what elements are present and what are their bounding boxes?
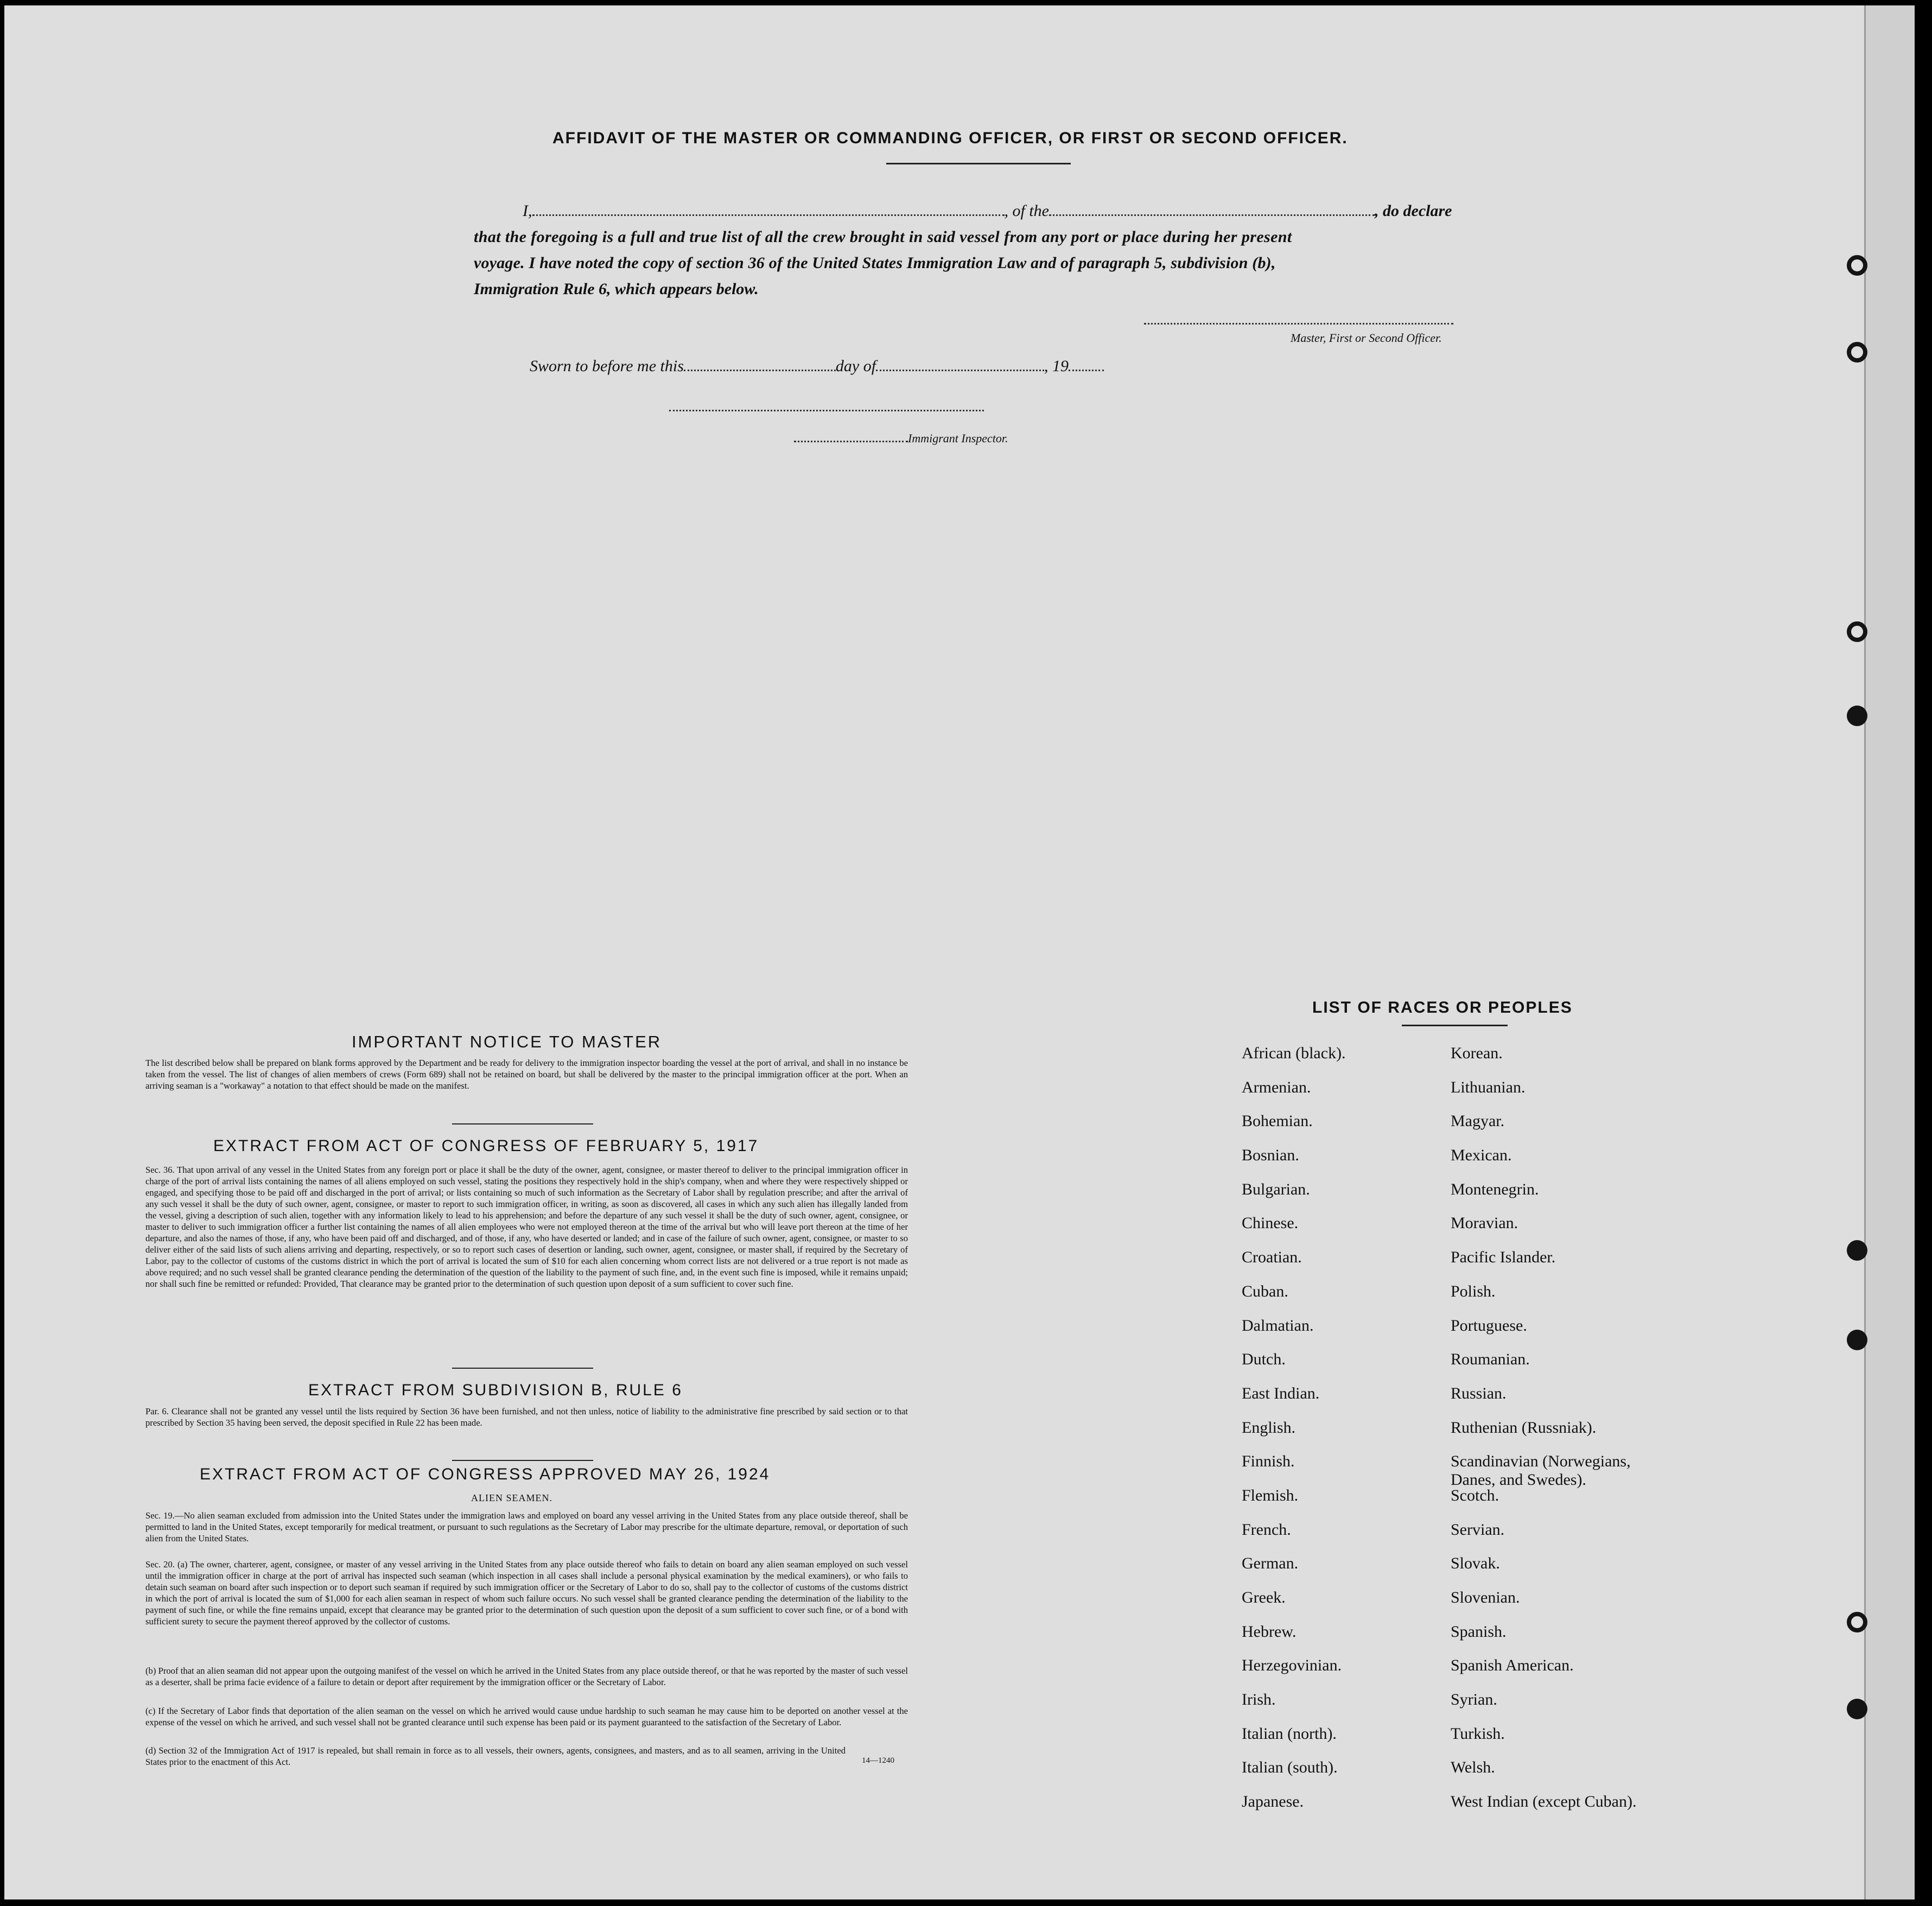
sworn-line: Sworn to before me this day of , 19: [530, 357, 1104, 376]
affidavit-line3: voyage. I have noted the copy of section 36 of the United States Immigration Law and of paragraph 5, subdivision (b),: [474, 254, 1276, 272]
section-divider: [452, 1123, 593, 1124]
race-item: Herzegovinian.: [1242, 1656, 1342, 1675]
race-item: Bulgarian.: [1242, 1180, 1310, 1198]
races-title-rule: [1402, 1025, 1508, 1026]
race-item: West Indian (except Cuban).: [1451, 1793, 1637, 1811]
punch-hole: [1847, 342, 1867, 363]
inspector-signature-line: [669, 410, 984, 411]
race-item: English.: [1242, 1418, 1296, 1437]
race-item: Finnish.: [1242, 1452, 1295, 1471]
affidavit-line4: Immigration Rule 6, which appears below.: [474, 280, 759, 298]
race-item: Armenian.: [1242, 1078, 1311, 1096]
race-item: Chinese.: [1242, 1214, 1299, 1232]
extract-rule6-text: Par. 6. Clearance shall not be granted any vessel until the lists required by Section 36 have been furnished, and not then unless, notice of liability to the administrative fine prescribed by said section or to that prescribed by Section 35 having been served, the deposit specified in Rule 22 has been made.: [145, 1406, 908, 1428]
race-item: Polish.: [1451, 1282, 1496, 1300]
race-item: Korean.: [1451, 1044, 1503, 1062]
extract-1917-title: EXTRACT FROM ACT OF CONGRESS OF FEBRUARY 5, 1917: [213, 1137, 759, 1155]
race-item: Servian.: [1451, 1520, 1505, 1539]
punch-hole: [1847, 1330, 1867, 1350]
race-item: Welsh.: [1451, 1758, 1495, 1777]
form-number: 14—1240: [862, 1756, 894, 1765]
race-item: Pacific Islander.: [1451, 1248, 1556, 1267]
notice-title: IMPORTANT NOTICE TO MASTER: [352, 1032, 662, 1051]
race-item: Ruthenian (Russniak).: [1451, 1418, 1597, 1437]
race-item: Magyar.: [1451, 1112, 1505, 1130]
race-item: Turkish.: [1451, 1724, 1505, 1743]
race-item: Roumanian.: [1451, 1350, 1530, 1369]
extract-1924-sec20d: (d) Section 32 of the Immigration Act of 1917 is repealed, but shall remain in force as to all vessels, their owners, agents, consignees, and masters, and as to all seamen, arriving in the United States prior to the enactment of this Act.: [145, 1745, 846, 1767]
race-item: Bosnian.: [1242, 1146, 1299, 1165]
race-item: Bohemian.: [1242, 1112, 1313, 1130]
race-item: Cuban.: [1242, 1282, 1288, 1300]
extract-1917-text: Sec. 36. That upon arrival of any vessel in the United States from any foreign port or place it shall be the duty of the owner, agent, consignee, or master thereof to deliver to the principal immigration officer in charge of the port of arrival lists containing the names of all aliens employed on such vessel, stating the positions they respectively hold in the ship's company, when and where they were respectively shipped or engaged, and specifying those to be paid off and discharged in the port of arrival; or lists containing so much of such information as the Secretary of Labor shall by regulation prescribe; and after the arrival of any such vessel it shall be the duty of such owner, agent, consignee, or master to report to such immigration officer, in writing, as soon as discovered, all cases in which any such alien has illegally landed from the vessel, giving a description of such alien, together with any information likely to lead to his apprehension; and before the departure of any such vessel it shall be the duty of such owner, agent, consignee, or master to deliver to such immigration officer a further list containing the names of all alien employees who were not employed thereon at the time of the arrival but who will leave port thereon at the time of her departure, and also the names of those, if any, who have been paid off and discharged, and of those, if any, who have deserted or landed; and in case of the failure of such owner, agent, consignee, or master to so deliver either of the said lists of such aliens arriving and departing, respectively, or so to report such cases of desertion or landing, such owner, agent, consignee, or master shall, if required by the Secretary of Labor, pay to the collector of customs of the customs district in which the port of arrival is located the sum of $10 for each alien concerning whom correct lists are not delivered or a true report is not made as above required; and no such vessel shall be granted clearance pending the determination of the question of the liability to the payment of such fine, and, in the event such fine is imposed, while it remains unpaid; nor shall such fine be remitted or refunded: Provided, That clearance may be granted prior to the determination of such question upon deposit of a sum sufficient to cover such fine.: [145, 1165, 908, 1289]
race-item: French.: [1242, 1520, 1291, 1539]
races-title: LIST OF RACES OR PEOPLES: [1312, 999, 1573, 1016]
race-item: Montenegrin.: [1451, 1180, 1539, 1198]
punch-hole: [1847, 1240, 1867, 1261]
master-signature-line: [1144, 323, 1453, 325]
race-item: Italian (south).: [1242, 1758, 1338, 1777]
race-item: East Indian.: [1242, 1384, 1320, 1402]
race-item: Greek.: [1242, 1589, 1286, 1606]
section-divider: [452, 1368, 593, 1369]
affidavit-line1: I, , of the , do declare: [523, 202, 1452, 220]
race-item: Mexican.: [1451, 1146, 1512, 1165]
punch-hole: [1847, 706, 1867, 726]
race-item: Syrian.: [1451, 1691, 1497, 1709]
race-item: Croatian.: [1242, 1248, 1302, 1267]
extract-1924-title: EXTRACT FROM ACT OF CONGRESS APPROVED MAY 26, 1924: [200, 1465, 771, 1483]
race-item: Slovenian.: [1451, 1589, 1520, 1606]
race-item: Italian (north).: [1242, 1724, 1337, 1743]
race-item: Dalmatian.: [1242, 1316, 1314, 1335]
extract-1924-sec20c: (c) If the Secretary of Labor finds that deportation of the alien seaman on the vessel on which he arrived would cause undue hardship to such seaman he may cause him to be deported on another vessel at the expense of the vessel on which he arrived, and such vessel shall not be granted clearance until such expense has been paid or its payment guaranteed to the satisfaction of the Secretary of Labor.: [145, 1706, 908, 1727]
race-item: Japanese.: [1242, 1793, 1304, 1811]
punch-hole: [1847, 1612, 1867, 1632]
races-list-left: [1242, 1044, 1448, 1827]
race-item: African (black).: [1242, 1044, 1346, 1062]
race-item: Scandinavian (Norwegians, Danes, and Swedes).: [1451, 1452, 1631, 1489]
punch-hole: [1847, 255, 1867, 276]
race-item: Russian.: [1451, 1384, 1507, 1402]
race-item: Moravian.: [1451, 1214, 1518, 1232]
punch-hole: [1847, 621, 1867, 642]
race-item: Portuguese.: [1451, 1316, 1527, 1335]
punch-hole: [1847, 1699, 1867, 1719]
races-list-right: [1451, 1044, 1722, 1827]
notice-text: The list described below shall be prepared on blank forms approved by the Department and be ready for delivery to the immigration inspector boarding the vessel at the port of arrival, and shall in no instance be taken from the vessel. The list of changes of alien members of crews (Form 689) shall not be retained on board, but shall be delivered by the master to the principal immigration officer at the port. When an arriving seaman is a "workaway" a notation to that effect should be made on the manifest.: [145, 1058, 908, 1091]
master-signature-caption: Master, First or Second Officer.: [1291, 331, 1442, 345]
extract-1924-sec20b: (b) Proof that an alien seaman did not appear upon the outgoing manifest of the vessel on which he arrived in the United States from any place outside thereof, or that he was reported by the master of such vessel as a deserter, shall be prima facie evidence of a failure to detain or deport after requirement by the immigration officer or the Secretary of Labor.: [145, 1666, 908, 1687]
affidavit-title-rule: [886, 163, 1071, 164]
extract-1924-subtitle: ALIEN SEAMEN.: [471, 1492, 552, 1503]
document-page: [4, 5, 1915, 1899]
race-item: German.: [1242, 1554, 1299, 1573]
section-divider: [452, 1460, 593, 1461]
page-edge: [1864, 5, 1915, 1899]
race-item: Scotch.: [1451, 1486, 1499, 1504]
race-item: Irish.: [1242, 1691, 1276, 1709]
race-item: Spanish.: [1451, 1622, 1507, 1641]
race-item: Dutch.: [1242, 1350, 1286, 1369]
affidavit-title: AFFIDAVIT OF THE MASTER OR COMMANDING OFFICER, OR FIRST OR SECOND OFFICER.: [552, 129, 1348, 147]
extract-1924-sec20a: Sec. 20. (a) The owner, charterer, agent, consignee, or master of any vessel arriving in the United States from any place outside thereof who fails to detain on board any alien seaman employed on such vessel until the immigration officer in charge at the port of arrival has inspected such seaman (which inspection in all cases shall include a personal physical examination by the medical examiners), or who fails to detain such seaman on board after such inspection or to deport such seaman if required by such immigration officer or the Secretary of Labor to do so, shall pay to the collector of customs of the customs district in which the port of arrival is located the sum of $1,000 for each alien seaman in respect of whom such failure occurs. No such vessel shall be granted clearance pending the determination of the liability to the payment of such fine, or while the fine remains unpaid, except that clearance may be granted prior to the determination of such question upon the deposit of a sum sufficient to cover such fine, or of a bond with sufficient surety to secure the payment thereof approved by the collector of customs.: [145, 1559, 908, 1627]
inspector-line: Immigrant Inspector.: [794, 431, 1008, 446]
affidavit-line2: that the foregoing is a full and true list of all the crew brought in said vessel from any port or place during her present: [474, 228, 1292, 246]
extract-1924-sec19: Sec. 19.—No alien seaman excluded from admission into the United States under the immigration laws and employed on board any vessel arriving in the United States from any place outside thereof, shall be permitted to land in the United States, except temporarily for medical treatment, or pursuant to such regulations as the Secretary of Labor may prescribe for the ultimate departure, removal, or deportation of such alien from the United States.: [145, 1510, 908, 1543]
race-item: Hebrew.: [1242, 1622, 1297, 1641]
race-item: Slovak.: [1451, 1554, 1500, 1573]
race-item: Flemish.: [1242, 1486, 1299, 1504]
race-item: Spanish American.: [1451, 1656, 1574, 1675]
race-item: Lithuanian.: [1451, 1078, 1526, 1096]
extract-rule6-title: EXTRACT FROM SUBDIVISION B, RULE 6: [308, 1381, 683, 1399]
